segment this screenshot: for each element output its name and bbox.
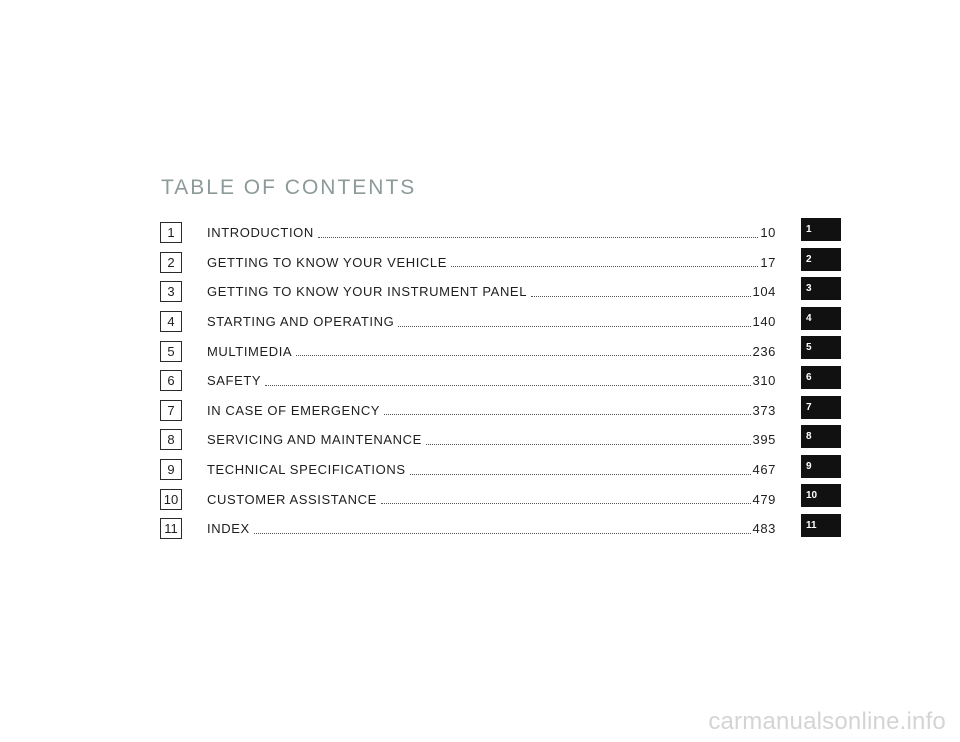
chapter-title: CUSTOMER ASSISTANCE — [207, 491, 377, 507]
chapter-number-box: 6 — [160, 370, 182, 391]
chapter-number-box: 4 — [160, 311, 182, 332]
dot-leader — [265, 384, 750, 386]
page-number: 483 — [752, 521, 776, 537]
toc-entry — [207, 277, 776, 307]
chapter-tab-8[interactable]: 8 — [801, 425, 841, 448]
chapter-tab-4[interactable]: 4 — [801, 307, 841, 330]
chapter-title: IN CASE OF EMERGENCY — [207, 402, 381, 418]
chapter-title: SERVICING AND MAINTENANCE — [207, 432, 422, 448]
toc-row-1[interactable] — [160, 218, 776, 248]
dot-leader — [398, 325, 750, 327]
dot-leader — [254, 532, 751, 534]
page-number: 236 — [752, 343, 776, 359]
toc-entry — [207, 396, 776, 426]
chapter-number-box: 5 — [160, 341, 182, 362]
toc-row-5[interactable] — [160, 336, 776, 366]
chapter-tab-3[interactable]: 3 — [801, 277, 841, 300]
chapter-number-box: 2 — [160, 252, 182, 273]
page-number: 140 — [752, 314, 776, 330]
chapter-number-box: 8 — [160, 429, 182, 450]
page-number: 467 — [752, 462, 776, 478]
toc-row-4[interactable] — [160, 307, 776, 337]
page-title: TABLE OF CONTENTS — [161, 176, 417, 199]
chapter-title: TECHNICAL SPECIFICATIONS — [207, 462, 406, 478]
chapter-number-box: 9 — [160, 459, 182, 480]
chapter-tab-1[interactable]: 1 — [801, 218, 841, 241]
toc-entry — [207, 366, 776, 396]
chapter-tab-11[interactable]: 11 — [801, 514, 841, 537]
page-number: 479 — [752, 491, 776, 507]
toc-row-3[interactable] — [160, 277, 776, 307]
chapter-title: SAFETY — [207, 373, 262, 389]
page-number: 310 — [752, 373, 776, 389]
dot-leader — [451, 265, 758, 267]
chapter-number-box: 10 — [160, 489, 182, 510]
dot-leader — [410, 473, 751, 475]
toc-row-2[interactable] — [160, 248, 776, 278]
toc-row-9[interactable] — [160, 455, 776, 485]
chapter-title: INDEX — [207, 521, 250, 537]
toc-entry — [207, 336, 776, 366]
toc-list — [160, 218, 776, 544]
toc-entry — [207, 248, 776, 278]
chapter-title: MULTIMEDIA — [207, 343, 293, 359]
toc-entry — [207, 514, 776, 544]
dot-leader — [296, 354, 750, 356]
toc-entry — [207, 455, 776, 485]
page-number: 17 — [760, 254, 776, 270]
dot-leader — [381, 502, 751, 504]
chapter-tab-10[interactable]: 10 — [801, 484, 841, 507]
page-number: 373 — [752, 402, 776, 418]
chapter-title: GETTING TO KNOW YOUR VEHICLE — [207, 254, 448, 270]
toc-row-11[interactable] — [160, 514, 776, 544]
chapter-tab-6[interactable]: 6 — [801, 366, 841, 389]
toc-entry — [207, 307, 776, 337]
chapter-tab-9[interactable]: 9 — [801, 455, 841, 478]
dot-leader — [384, 413, 750, 415]
page-number: 10 — [760, 225, 776, 241]
chapter-tabs — [801, 218, 841, 544]
toc-row-10[interactable] — [160, 484, 776, 514]
toc-row-7[interactable] — [160, 396, 776, 426]
chapter-tab-2[interactable]: 2 — [801, 248, 841, 271]
toc-entry — [207, 484, 776, 514]
chapter-tab-5[interactable]: 5 — [801, 336, 841, 359]
chapter-number-box: 1 — [160, 222, 182, 243]
toc-row-6[interactable] — [160, 366, 776, 396]
chapter-title: INTRODUCTION — [207, 225, 314, 241]
page-number: 104 — [752, 284, 776, 300]
page-number: 395 — [752, 432, 776, 448]
chapter-number-box: 3 — [160, 281, 182, 302]
chapter-number-box: 7 — [160, 400, 182, 421]
chapter-title: STARTING AND OPERATING — [207, 314, 395, 330]
toc-entry — [207, 218, 776, 248]
chapter-title: GETTING TO KNOW YOUR INSTRUMENT PANEL — [207, 284, 528, 300]
watermark: carmanualsonline.info — [708, 708, 946, 735]
dot-leader — [318, 236, 758, 238]
dot-leader — [426, 443, 751, 445]
dot-leader — [531, 295, 750, 297]
toc-row-8[interactable] — [160, 425, 776, 455]
chapter-number-box: 11 — [160, 518, 182, 539]
chapter-tab-7[interactable]: 7 — [801, 396, 841, 419]
toc-entry — [207, 425, 776, 455]
